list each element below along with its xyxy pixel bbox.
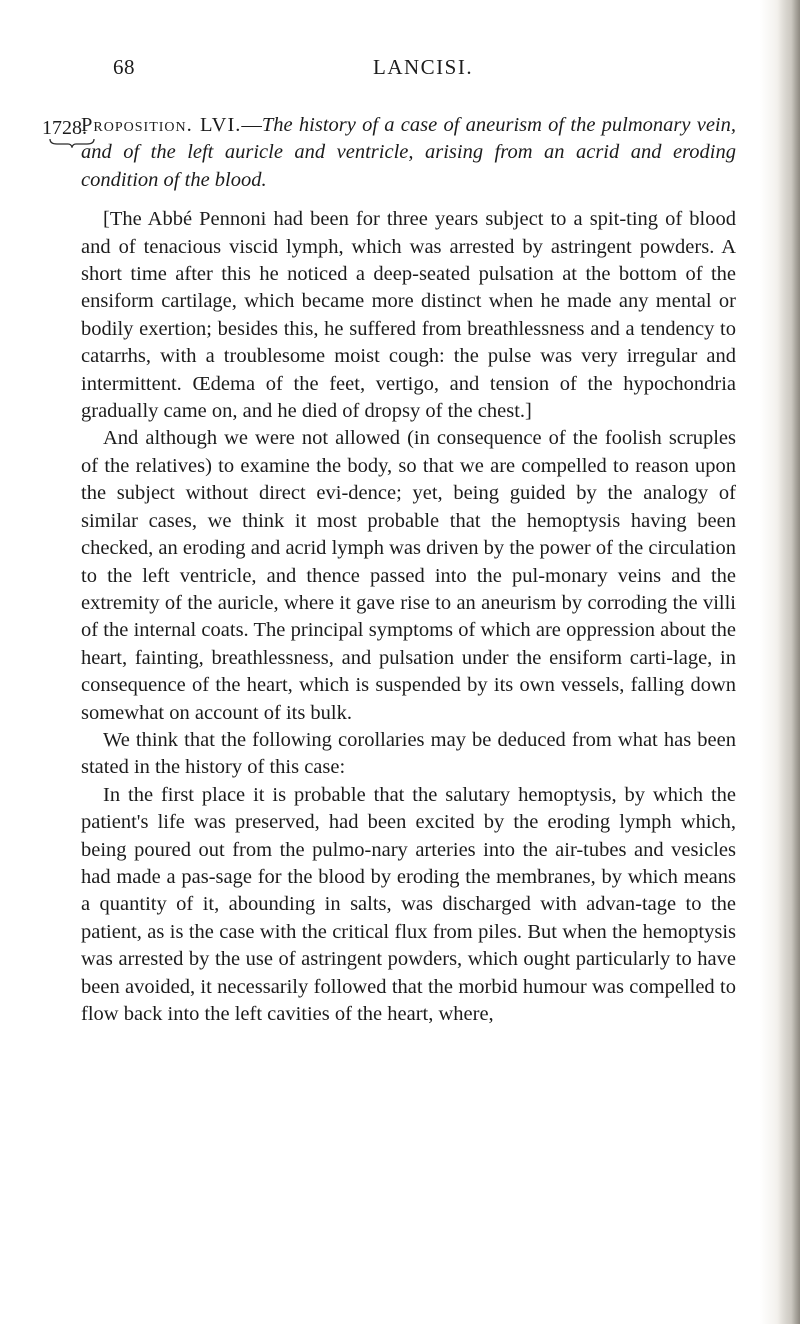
paragraph-reasoning: And although we were not allowed (in consequence of the foolish scruples of the relatives) to examine the body, so that we are compelled to reason upon the subject without direct evi-dence; yet, being guided by the analogy of similar cases, we think it most probable that the hemoptysis having been checked, an eroding and acrid lymph was driven by the power of the circulation to the left ventricle, and thence passed into the pul-monary veins and the extremity of the auricle, where it gave rise to an aneurism by corroding the villi of the internal coats. The principal symptoms of which are oppression about the heart, fainting, breathlessness, and pulsation under the ensiform carti-lage, in consequence of the heart, which is suspended by its own vessels, falling down somewhat on account of its bulk. xyxy=(81,427,736,724)
proposition-title: The history of a case of aneurism of the pulmonary vein, and of the left auricle and ventricle, arising from an acrid and eroding condition of the blood. xyxy=(81,114,737,191)
proposition-label: Proposition. LVI. xyxy=(81,114,242,136)
paragraph-corollaries-intro: We think that the following corollaries may be deduced from what has been stated in the history of this case: xyxy=(81,728,736,779)
body-text xyxy=(81,112,736,1028)
page-number: 68 xyxy=(113,55,135,79)
paragraph-first-corollary: In the first place it is probable that the salutary hemoptysis, by which the patient's life was preserved, had been excited by the eroding lymph which, being poured out from the pulmo-nary arteries into the air-tubes and vesicles had made a pas-sage for the blood by eroding the membranes, by which means a quantity of it, abounding in salts, was discharged with advan-tage to the patient, as is the case with the critical flux from piles. But when the hemoptysis was arrested by the use of astringent powders, which ought particularly to have been avoided, it necessarily followed that the morbid humour was compelled to flow back into the left cavities of the heart, where, xyxy=(81,783,736,1025)
page-header xyxy=(0,55,800,83)
page-edge-shadow xyxy=(778,0,800,1324)
margin-year: 1728. xyxy=(42,117,87,139)
running-head: LANCISI. xyxy=(373,55,474,79)
paragraph-case-history: [The Abbé Pennoni had been for three years subject to a spit-ting of blood and of tenacious viscid lymph, which was arrested by astringent powders. A short time after this he noticed a deep-seated pulsation at the bottom of the ensiform cartilage, which became more distinct when he made any mental or bodily exertion; besides this, he suffered from breathlessness and a tendency to catarrhs, with a troublesome moist cough: the pulse was very irregular and intermittent. Œdema of the feet, vertigo, and tension of the hypochondria gradually came on, and he died of dropsy of the chest.] xyxy=(81,208,736,423)
proposition-heading xyxy=(81,112,736,194)
heading-dash: — xyxy=(241,114,262,136)
